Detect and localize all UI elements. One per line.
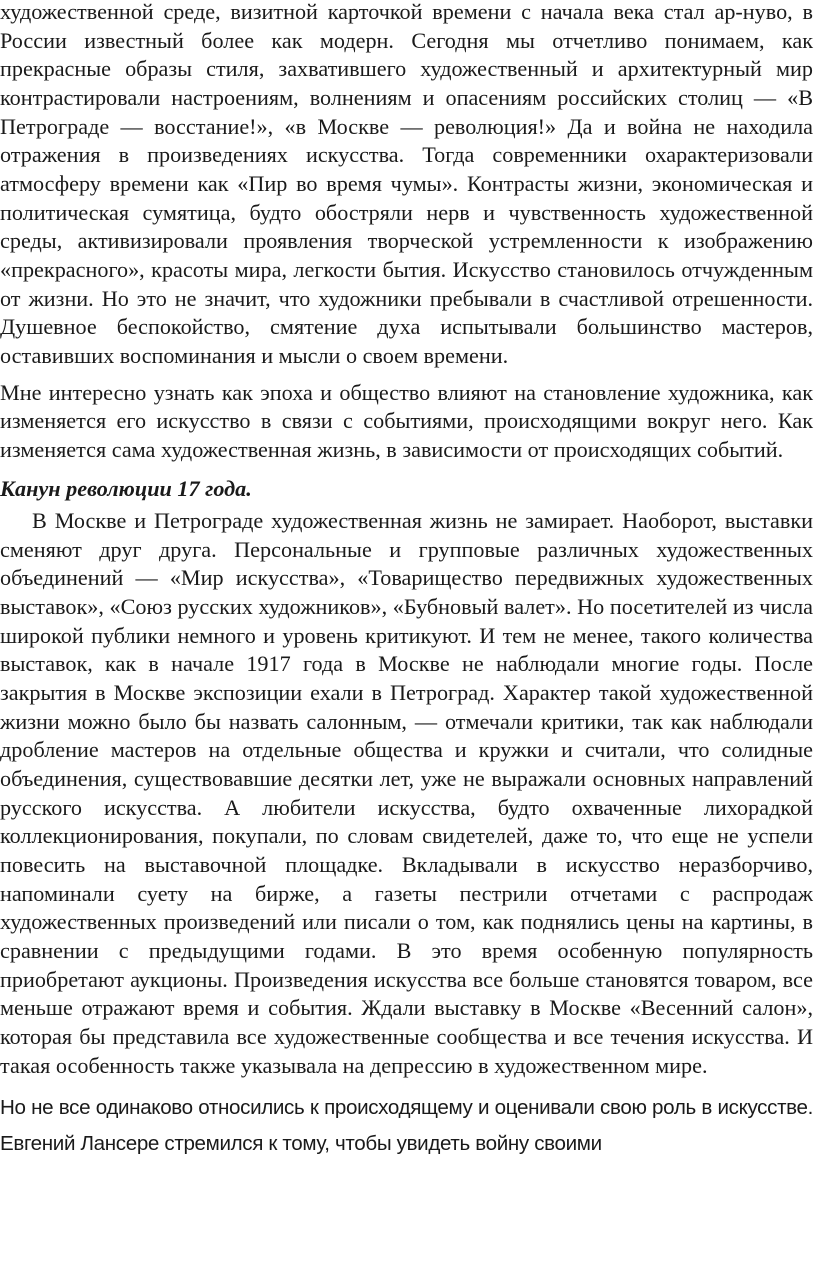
paragraph-author-interest: Мне интересно узнать как эпоха и общество влияют на становление художника, как изменяется его искусство в связи с событиями, происходящими вокруг него. Как изменяется сама художественная жизнь, в зависимости от происходящих событий. xyxy=(0,379,813,462)
paragraph-art-nouveau: художественной среде, визитной карточкой времени с начала века стал ар-нуво, в России известный более как модерн. Сегодня мы отчетливо понимаем, как прекрасные образы стиля, захватившего художественный и архитектурный мир контрастировали настроениям, волнениям и опасениям российских столиц — «В Петрограде — восстание!», «в Москве — революция!» Да и война не находила отражения в произведениях искусства. Тогда современники охарактеризовали атмосферу времени как «Пир во время чумы». Контрасты жизни, экономическая и политическая сумятица, будто обостряли нерв и чувственность художественной среды, активизировали проявления творческой устремленности к изображению «прекрасного», красоты мира, легкости бытия. Искусство становилось отчужденным от жизни. Но это не значит, что художники пребывали в счастливой отрешенности. Душевное беспокойство, смятение духа испытывали большинство мастеров, оставивших воспоминания и мысли о своем времени. xyxy=(0,0,813,368)
section-heading: Канун революции 17 года. xyxy=(0,475,252,501)
paragraph-exhibitions: В Москве и Петрограде художественная жизнь не замирает. Наоборот, выставки сменяют друг друга. Персональные и групповые различных художественных объединений — «Мир искусства», «Товарищество передвижных художественных выставок», «Союз русских художников», «Бубновый валет». Но посетителей из числа широкой публики немного и уровень критикуют. И тем не менее, такого количества выставок, как в начале 1917 года в Москве не наблюдали многие годы. После закрытия в Москве экспозиции ехали в Петроград. Характер такой художественной жизни можно было бы назвать салонным, — отмечали критики, так как наблюдали дробление мастеров на отдельные общества и кружки и считали, что солидные объединения, существовавшие десятки лет, уже не выражали основных направлений русского искусства. А любители искусства, будто охваченные лихорадкой коллекционирования, покупали, по словам свидетелей, даже то, что еще не успели повесить на выставочной площадке. Вкладывали в искусство неразборчиво, напоминали суету на бирже, а газеты пестрили отчетами с распродаж художественных произведений или писали о том, как поднялись цены на картины, в сравнении с предыдущими годами. В это время особенную популярность приобретают аукционы. Произведения искусства все больше становятся товаром, все меньше отражают время и события. Ждали выставку в Москве «Весенний салон», которая бы представила все художественные сообщества и все течения искусства. И такая особенность также указывала на депрессию в художественном мире. xyxy=(0,508,813,1078)
paragraph-lanceray: Но не все одинаково относились к происходящему и оценивали свою роль в искусстве. Евгений Лансере стремился к тому, чтобы увидеть войну своими xyxy=(0,1096,813,1156)
